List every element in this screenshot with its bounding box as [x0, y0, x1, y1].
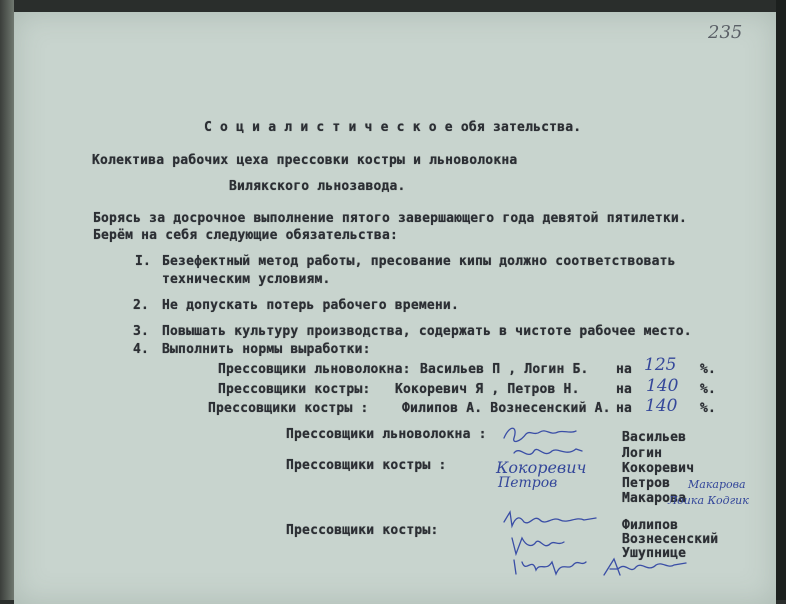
signature-ushupnice	[600, 555, 690, 581]
norm-3-unit: %.	[700, 401, 717, 416]
document-subtitle-line-1: Колектива рабочих цеха прессовки костры и льноволокна	[92, 153, 518, 168]
document-title: С о ц и а л и с т и ч е с к о е обя зательства.	[204, 120, 582, 135]
norm-1-label: Прессовщики льноволокна:	[218, 362, 411, 377]
sign-group-2-name-3: Макарова	[622, 491, 687, 506]
item-2-text: Не допускать потерь рабочего времени.	[162, 298, 459, 313]
sign-group-2-label: Прессовщики костры :	[286, 458, 447, 473]
item-3-text: Повышать культуру производства, содержать в чистоте рабочее место.	[162, 324, 692, 339]
item-1-line-2: техническим условиям.	[162, 272, 331, 287]
item-4-text: Выполнить нормы выработки:	[162, 342, 371, 357]
sign-group-2-name-1: Кокоревич	[622, 461, 695, 476]
signature-petrov: Петров	[498, 475, 558, 491]
document-subtitle-line-2: Вилякского льнозавода.	[229, 179, 406, 194]
sign-group-1-label: Прессовщики льноволокна :	[286, 427, 487, 442]
sign-group-3-label: Прессовщики костры:	[286, 523, 439, 538]
norm-2-na: на	[616, 382, 633, 397]
item-1-number: I.	[135, 254, 152, 269]
signature-makarova-2: Лоика Кодгик	[668, 494, 749, 507]
norm-1-value: 125	[644, 355, 677, 375]
norm-2-value: 140	[646, 376, 679, 396]
item-1-line-1: Безефектный метод работы, пресование кипы должно соответствовать	[162, 254, 676, 269]
sign-group-3-name-2: Вознесенский	[622, 532, 719, 547]
intro-line-1: Борясь за досрочное выполнение пятого завершающего года девятой пятилетки.	[93, 211, 687, 226]
item-2-number: 2.	[133, 298, 150, 313]
scan-dark-edge	[776, 0, 786, 600]
norm-3-names: Филипов А. Вознесенский А.	[402, 401, 611, 416]
norm-3-na: на	[616, 401, 633, 416]
norm-2-label: Прессовщики костры:	[218, 382, 371, 397]
scan-binding-edge	[0, 0, 14, 600]
norm-1-unit: %.	[700, 362, 717, 377]
sign-group-3-name-1: Филипов	[622, 518, 679, 533]
item-4-number: 4.	[133, 342, 150, 357]
norm-3-value: 140	[645, 396, 678, 416]
signature-third-row	[510, 552, 590, 580]
sign-group-3-name-3: Ушупнице	[622, 546, 687, 561]
sign-group-1-name-2: Логин	[622, 446, 663, 461]
sign-group-1-name-1: Васильев	[622, 430, 687, 445]
signature-makarova: Макарова	[688, 478, 746, 491]
norm-2-unit: %.	[700, 382, 717, 397]
norm-2-names: Кокоревич Я , Петров Н.	[395, 382, 580, 397]
sign-group-2-name-2: Петров	[622, 476, 671, 491]
norm-3-label: Прессовщики костры :	[208, 401, 369, 416]
norm-1-na: на	[616, 362, 633, 377]
intro-line-2: Берём на себя следующие обязательства:	[93, 228, 399, 243]
norm-1-names: Васильев П , Логин Б.	[420, 362, 589, 377]
signature-kokorevich: Кокоревич	[496, 458, 587, 477]
item-3-number: 3.	[133, 324, 150, 339]
archive-page-number: 235	[708, 22, 743, 43]
